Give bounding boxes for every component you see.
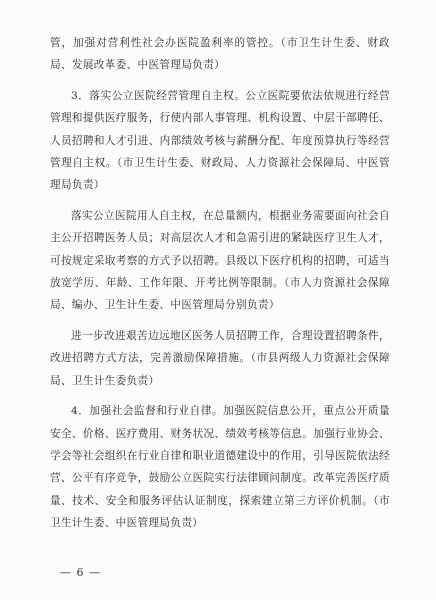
paragraph-hiring-autonomy: 落实公立医院用人自主权，在总量额内，根据业务需要面向社会自主公开招聘医务人员；对高层次人才和急需引进的紧缺医疗卫生人才，可按规定采取考察的方式予以招聘。县级以下医疗机构的招聘，可适当放宽学历、年龄、工作年限、开考比例等限制。（市人力资源社会保障局、编办、卫生计生委、中医管理局分别负责） [50,209,390,312]
paragraph-continuation: 管，加强对营利性社会办医院盈利率的管控。（市卫生计生委、财政局、发展改革委、中医管理局负责） [50,37,390,72]
page-number: — 6 — [60,566,101,579]
paragraph-item-4: 4．加强社会监督和行业自律。加强医院信息公开，重点公开质量安全、价格、医疗费用、财务状况、绩效考核等信息。加强行业协会、学会等社会组织在行业自律和职业道德建设中的作用，引导医院依法经营、公平有序竞争，鼓励公立医院实行法律顾问制度。改革完善医疗质量、技术、安全和服务评估认证制度，探索建立第三方评价机制。（市卫生计生委、中医管理局负责） [50,405,390,530]
document-body [50,32,390,543]
paragraph-remote-areas: 进一步改进艰苦边远地区医务人员招聘工作，合理设置招聘条件，改进招聘方式方法，完善激励保障措施。（市县两级人力资源社会保障局、卫生计生委负责） [50,329,390,387]
paragraph-item-3: 3．落实公立医院经营管理自主权。公立医院要依法依规进行经营管理和提供医疗服务，行使内部人事管理、机构设置、中层干部聘任、人员招聘和人才引进、内部绩效考核与薪酬分配、年度预算执行等经营管理自主权。（市卫生计生委、财政局、人力资源社会保障局、中医管理局负责） [50,89,390,192]
